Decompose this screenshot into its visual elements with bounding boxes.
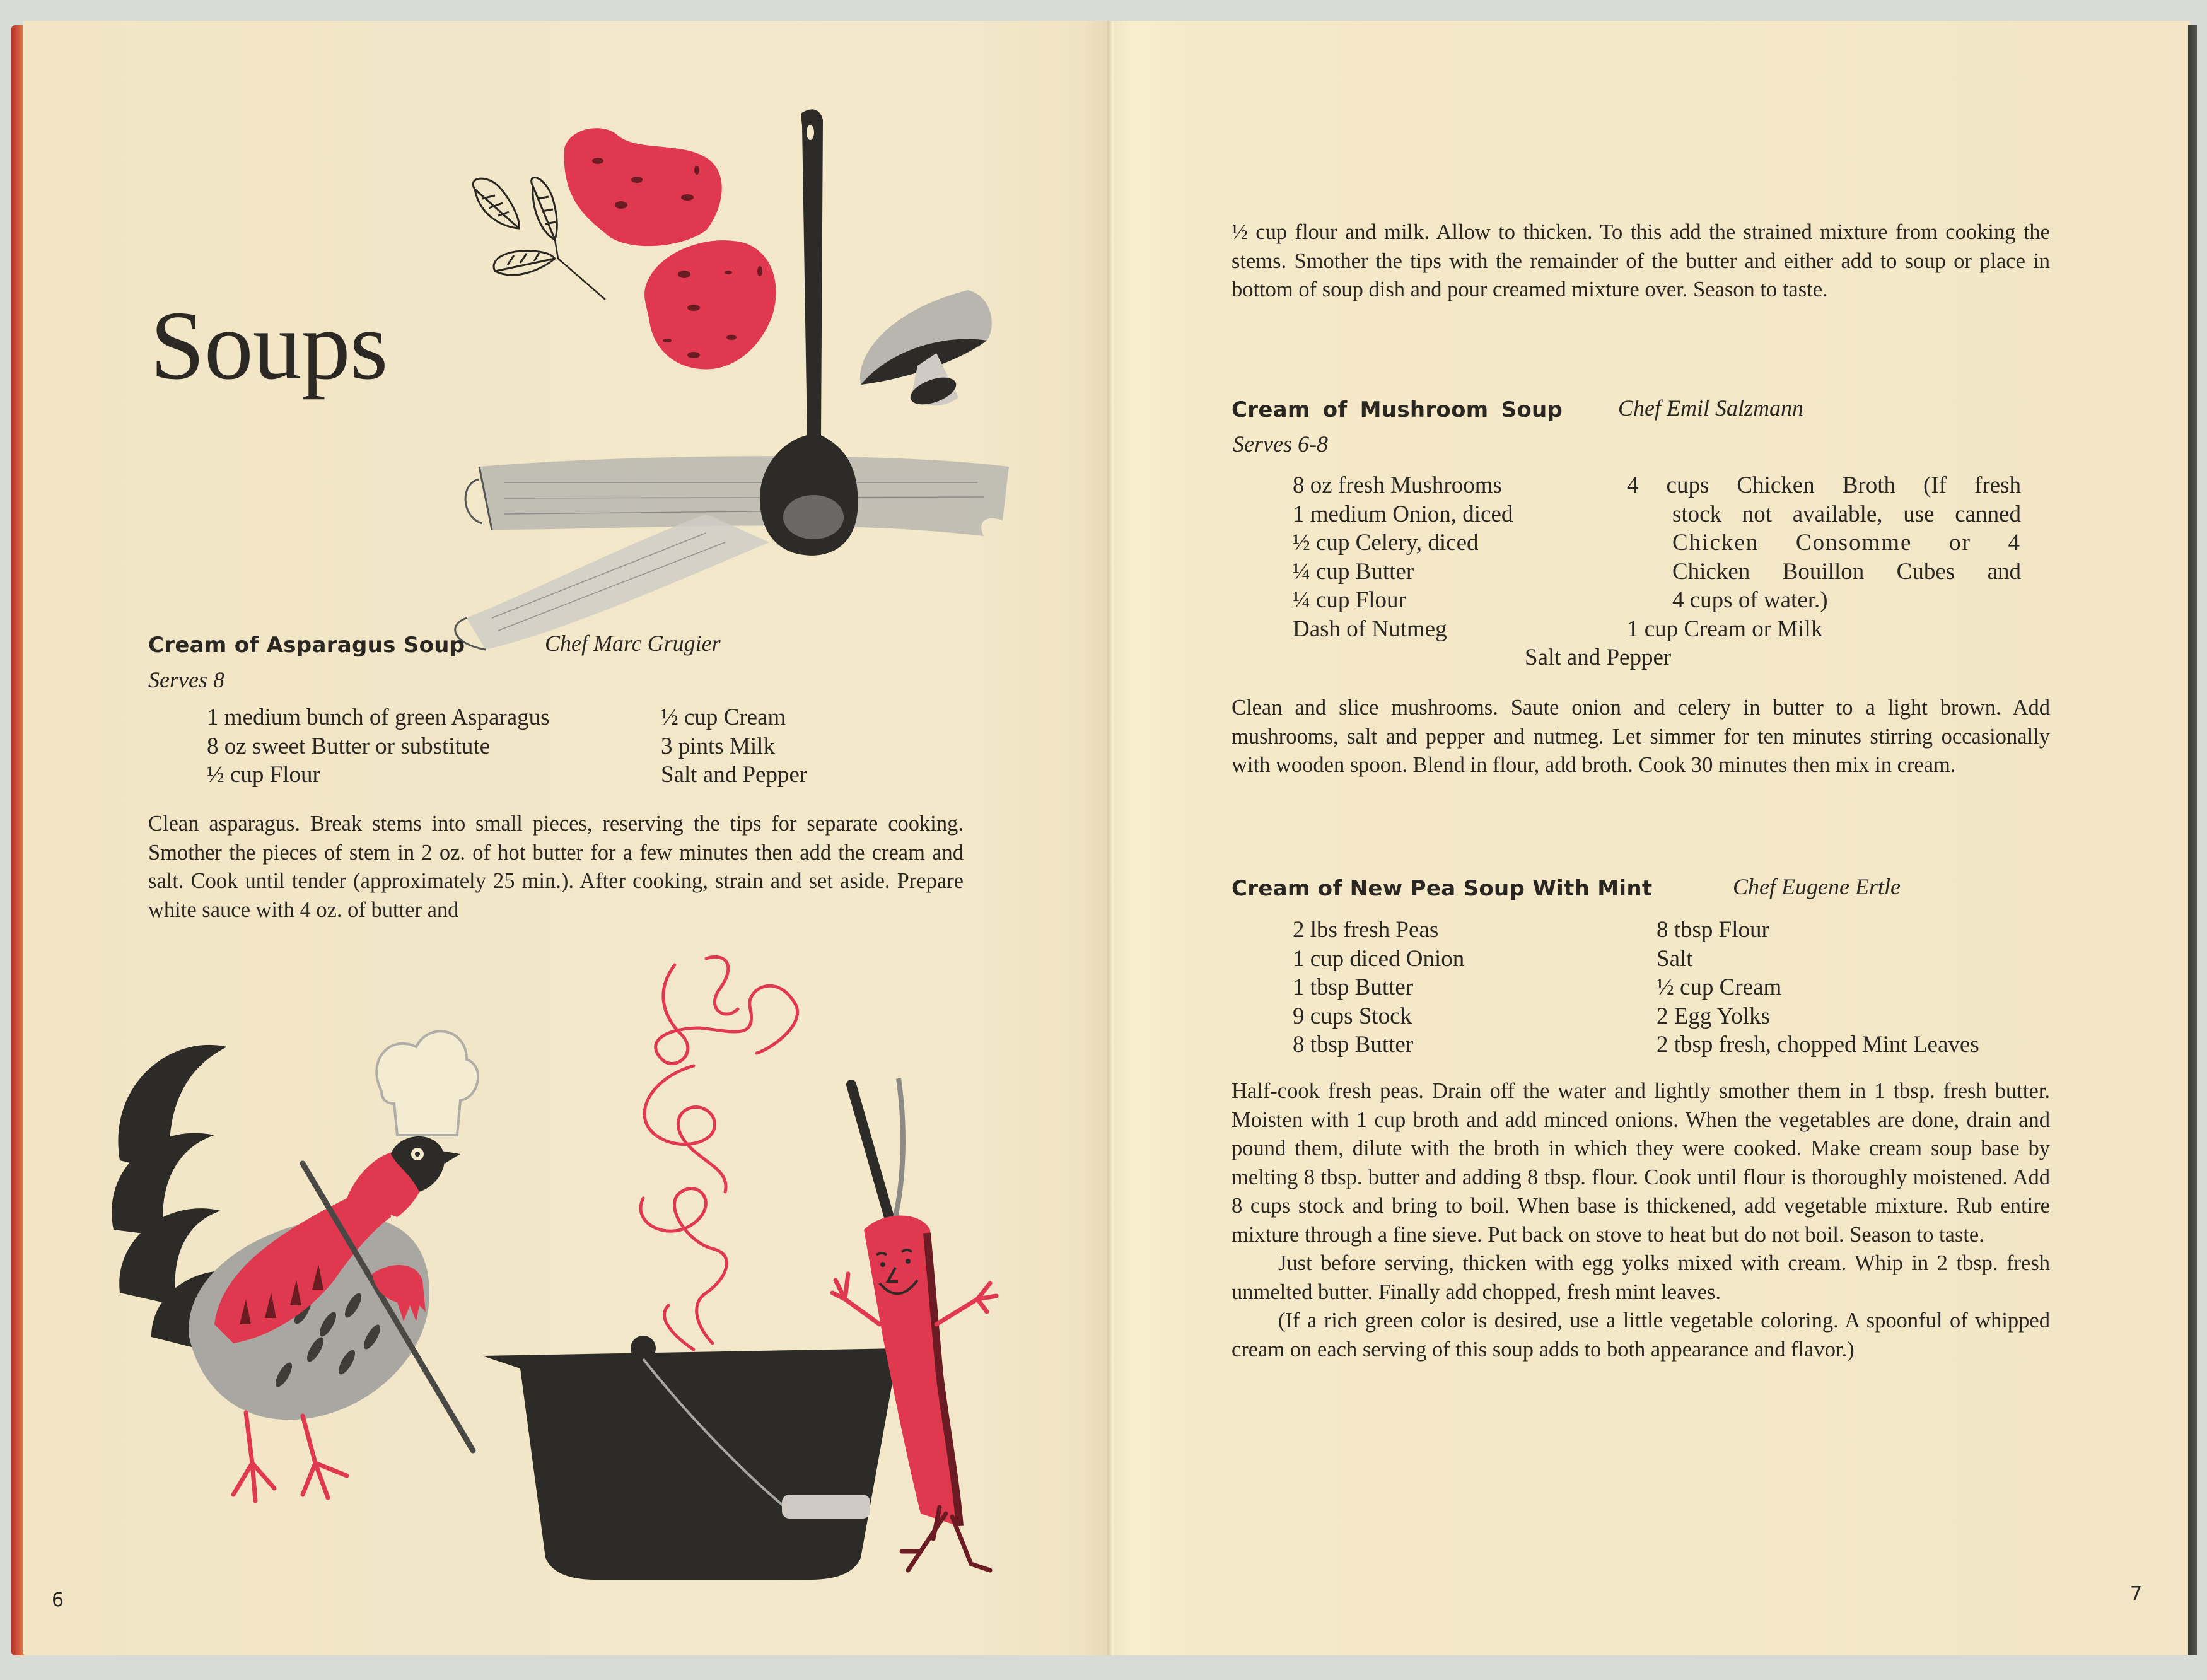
carrot-character-icon [820,1072,1034,1577]
recipe-instructions: Clean asparagus. Break stems into small pieces, reserving the tips for separate cooking. Smother the pieces of stem in 2 oz. of hot butter for a few minutes then add the cream and salt. Cook until tender (approximately 25 min.). After cooking, strain and set aside. Prepare white sauce with 4 oz. of butter and [148,812,964,922]
ingredient: Salt [1657,945,1693,972]
ingredient-list-right [1657,916,1979,1059]
ingredient: 8 tbsp Flour [1657,917,1769,943]
gutter [1107,21,1114,1655]
ingredient: 1 cup Cream or Milk [1627,615,1823,642]
page-number-right: 7 [2130,1583,2143,1605]
ingredient: 1 tbsp Butter [1293,974,1414,1000]
ingredient: 8 tbsp Butter [1293,1032,1414,1058]
ingredient: 2 lbs fresh Peas [1293,917,1439,943]
leek-icon [441,454,1022,656]
ingredient-list-right [1627,471,2021,643]
ingredient: 8 oz fresh Mushrooms [1293,472,1502,498]
ingredient: Chicken Consomme or 4 [1672,530,2021,556]
ingredient: Salt and Pepper [661,762,808,788]
ingredient: ½ cup Cream [1657,974,1782,1000]
ingredient: 1 medium bunch of green Asparagus [207,704,550,730]
ingredient-list-right [661,703,807,790]
chef-name: Chef Emil Salzmann [1618,395,1803,421]
ingredient: 2 tbsp fresh, chopped Mint Leaves [1657,1032,1979,1058]
ingredient-list-left [207,703,550,790]
ingredient: ¼ cup Flour [1293,587,1406,613]
book-back-edge [2188,25,2197,1655]
recipe-title: Cream of Mushroom Soup [1232,397,1563,423]
ingredient: 4 cups of water.) [1672,587,1828,613]
ingredient: 8 oz sweet Butter or substitute [207,733,491,759]
ingredient: 4 cups Chicken Broth (If fresh [1627,472,2021,498]
page-number-left: 6 [52,1589,64,1611]
ingredient: 9 cups Stock [1293,1003,1412,1029]
ingredient: 2 Egg Yolks [1657,1003,1770,1029]
ingredient: ½ cup Flour [207,762,320,788]
ingredient-list-left [1293,916,1464,1059]
ingredient-list-left [1293,471,1513,643]
ingredient: stock not available, use canned [1672,501,2021,527]
continued-instructions: ½ cup flour and milk. Allow to thicken. To this add the strained mixture from cooking the stems. Smother the tips with the remainder of the butter and either add to soup or place in bottom of soup dish and pour creamed mixture over. Season to taste. [1232,220,2050,301]
recipe-instructions: Half-cook fresh peas. Drain off the water and lightly smother them in 1 tbsp. fresh butter. Moisten with 1 cup broth and add minced onions. When the vegetables are done, drain and pound them, dilute with the broth in which they were cooked. Make cream soup base by melting 8 tbsp. butter and adding 8 tbsp. flour. Cook until flour is thoroughly moistened. Add 8 cups stock and bring to boil. When base is thickened, add vegetable mixture. Rub entire mixture through a fine sieve. Put back on stove to heat but do not boil. Season to taste. Just before serving, thicken with egg yolks mixed with cream. Whip in 2 tbsp. fresh unmelted butter. Finally add chopped, fresh mint leaves. (If a rich green color is desired, use a little vegetable coloring. A spoonful of whipped cream on each serving of this soup adds to both appearance and flavor.) [1232,1079,2050,1362]
chef-name: Chef Eugene Ertle [1733,874,1901,899]
ingredient: ½ cup Celery, diced [1293,530,1479,556]
ingredient: ½ cup Cream [661,704,786,730]
chapter-title: Soups [150,291,388,400]
recipe-title: Cream of New Pea Soup With Mint [1232,876,1653,901]
ingredient: Chicken Bouillon Cubes and [1672,558,2021,585]
chef-name: Chef Marc Grugier [545,631,721,656]
recipe-instructions: Clean and slice mushrooms. Saute onion and celery in butter to a light brown. Add mushrooms, salt and pepper and nutmeg. Let simmer for ten minutes stirring occasionally with wooden spoon. Blend in flour, add broth. Cook 30 minutes then mix in cream. [1232,696,2050,777]
ingredient-centered: Salt and Pepper [1525,645,1672,670]
ingredient: 3 pints Milk [661,733,775,759]
potato-icon [555,123,744,249]
mushroom-icon [854,290,993,404]
serves-count: Serves 6-8 [1233,431,1328,457]
ingredient: 1 medium Onion, diced [1293,501,1513,527]
ingredient: Dash of Nutmeg [1293,615,1447,642]
ladle-icon [750,107,864,561]
steam-icon [631,952,832,1356]
recipe-title: Cream of Asparagus Soup [148,633,465,658]
ingredient: ¼ cup Butter [1293,558,1414,585]
ingredient: 1 cup diced Onion [1293,945,1465,972]
serves-count: Serves 8 [148,667,224,692]
